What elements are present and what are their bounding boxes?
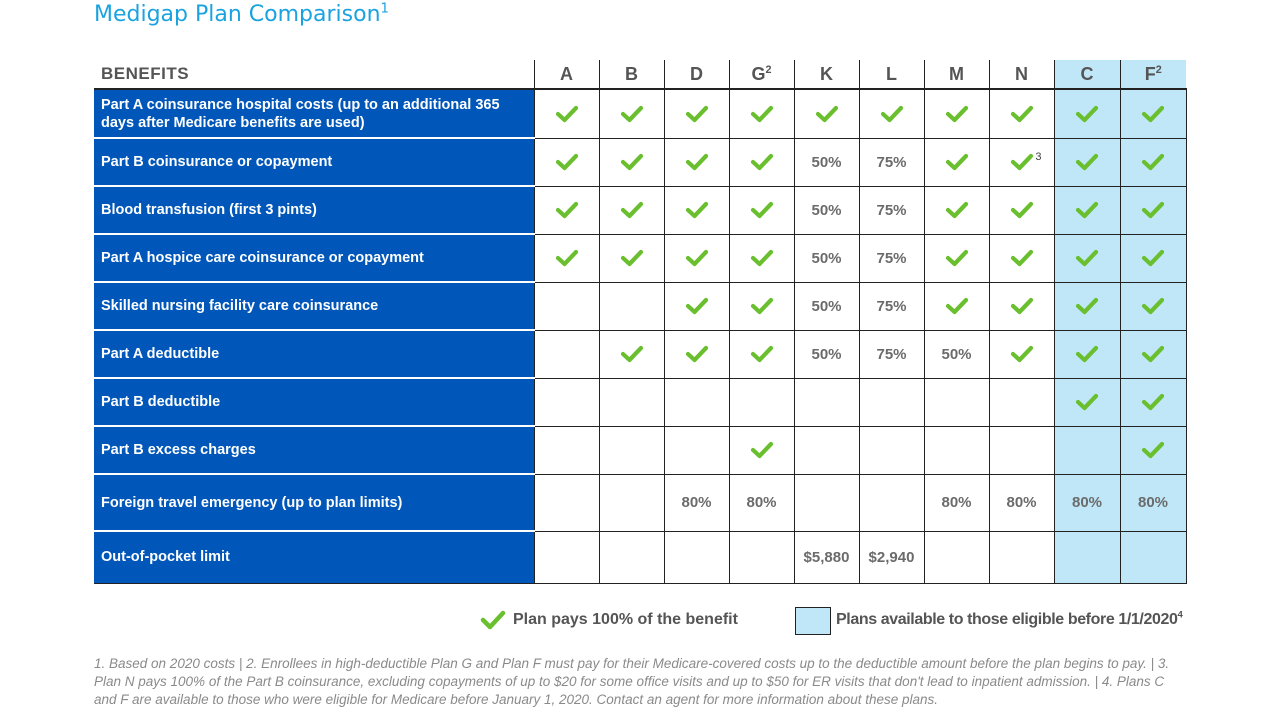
check-icon	[945, 297, 969, 315]
benefit-label: Part B deductible	[94, 378, 534, 426]
plan-cell-k	[794, 186, 859, 234]
check-icon	[945, 201, 969, 219]
check-icon	[1075, 393, 1099, 411]
plan-cell-n	[989, 138, 1054, 186]
plan-cell-g	[729, 186, 794, 234]
check-icon	[1075, 105, 1099, 123]
plan-cell-g	[729, 474, 794, 531]
plan-cell-k	[794, 378, 859, 426]
plan-cell-f	[1120, 282, 1186, 330]
table-row	[94, 138, 1186, 186]
plan-cell-l	[859, 531, 924, 583]
plan-cell-b	[599, 426, 664, 474]
table-row	[94, 426, 1186, 474]
cell-value: 75%	[876, 297, 907, 315]
plan-column-header-l: L	[859, 60, 924, 89]
cell-value: $5,880	[803, 548, 850, 566]
plan-cell-k	[794, 531, 859, 583]
plan-cell-a	[534, 138, 599, 186]
plan-cell-a	[534, 426, 599, 474]
table-row	[94, 186, 1186, 234]
plan-cell-b	[599, 138, 664, 186]
plan-cell-b	[599, 330, 664, 378]
check-icon	[620, 153, 644, 171]
check-icon	[750, 249, 774, 267]
plan-cell-a	[534, 531, 599, 583]
table-row	[94, 378, 1186, 426]
cell-value: $2,940	[868, 548, 915, 566]
check-icon	[750, 441, 774, 459]
check-icon	[555, 249, 579, 267]
plan-cell-c	[1054, 282, 1120, 330]
plan-column-header-n: N	[989, 60, 1054, 89]
plan-cell-d	[664, 138, 729, 186]
plan-cell-m	[924, 89, 989, 138]
plan-cell-c	[1054, 89, 1120, 138]
plan-cell-c	[1054, 426, 1120, 474]
plan-cell-n	[989, 474, 1054, 531]
check-icon	[1141, 297, 1165, 315]
cell-value: 80%	[681, 494, 712, 511]
table-row	[94, 474, 1186, 531]
benefit-label: Part A coinsurance hospital costs (up to an additional 365 days after Medicare benefits are used)	[94, 89, 534, 138]
check-icon	[1010, 153, 1034, 171]
plan-cell-c	[1054, 474, 1120, 531]
check-icon	[880, 105, 904, 123]
plan-cell-f	[1120, 378, 1186, 426]
table-row	[94, 531, 1186, 583]
plan-cell-k	[794, 282, 859, 330]
check-icon	[1141, 345, 1165, 363]
check-icon	[945, 105, 969, 123]
benefit-label: Skilled nursing facility care coinsurance	[94, 282, 534, 330]
check-icon	[1075, 153, 1099, 171]
check-icon	[620, 249, 644, 267]
plan-column-header-a: A	[534, 60, 599, 89]
check-icon	[1141, 393, 1165, 411]
plan-cell-k	[794, 474, 859, 531]
plan-cell-c	[1054, 186, 1120, 234]
legend-highlight-swatch	[795, 607, 831, 635]
table-row	[94, 282, 1186, 330]
check-icon	[945, 153, 969, 171]
plan-cell-c	[1054, 138, 1120, 186]
check-icon	[685, 297, 709, 315]
plan-cell-a	[534, 282, 599, 330]
check-icon	[685, 153, 709, 171]
plan-cell-d	[664, 234, 729, 282]
plan-cell-f	[1120, 138, 1186, 186]
plan-cell-m	[924, 378, 989, 426]
check-icon	[1141, 249, 1165, 267]
plan-column-header-b: B	[599, 60, 664, 89]
plan-cell-g	[729, 426, 794, 474]
check-icon	[1141, 105, 1165, 123]
check-icon	[1010, 249, 1034, 267]
check-icon	[685, 345, 709, 363]
check-icon	[620, 105, 644, 123]
plan-cell-f	[1120, 531, 1186, 583]
plan-cell-m	[924, 474, 989, 531]
check-icon	[555, 153, 579, 171]
check-icon	[750, 345, 774, 363]
plan-cell-a	[534, 330, 599, 378]
cell-value: 50%	[811, 297, 842, 315]
plan-cell-n	[989, 89, 1054, 138]
plan-cell-d	[664, 282, 729, 330]
plan-cell-m	[924, 426, 989, 474]
plan-cell-n	[989, 426, 1054, 474]
benefit-label: Part B excess charges	[94, 426, 534, 474]
plan-cell-l	[859, 474, 924, 531]
cell-value: 50%	[811, 249, 842, 267]
check-icon	[480, 610, 506, 630]
cell-value: 50%	[941, 345, 972, 363]
cell-value: 75%	[876, 153, 907, 171]
plan-cell-l	[859, 282, 924, 330]
check-icon	[620, 345, 644, 363]
plan-cell-g	[729, 330, 794, 378]
footnote-marker: 3	[1035, 150, 1042, 163]
plan-cell-b	[599, 378, 664, 426]
plan-cell-b	[599, 234, 664, 282]
plan-cell-l	[859, 234, 924, 282]
legend-check-label: Plan pays 100% of the benefit	[513, 611, 738, 628]
cell-value: 80%	[746, 494, 777, 511]
check-icon	[945, 249, 969, 267]
check-icon	[750, 105, 774, 123]
plan-cell-g	[729, 234, 794, 282]
check-icon	[555, 201, 579, 219]
cell-value: 50%	[811, 345, 842, 363]
benefit-label: Out-of-pocket limit	[94, 531, 534, 583]
plan-column-header-g: $G^2$	[729, 60, 794, 89]
check-icon	[750, 153, 774, 171]
plan-cell-l	[859, 138, 924, 186]
cell-value: 75%	[876, 201, 907, 219]
plan-cell-b	[599, 531, 664, 583]
legend	[0, 606, 1280, 636]
plan-cell-n	[989, 330, 1054, 378]
plan-cell-m	[924, 531, 989, 583]
plan-cell-m	[924, 138, 989, 186]
cell-value: 80%	[1137, 494, 1169, 511]
plan-cell-b	[599, 282, 664, 330]
plan-cell-f	[1120, 89, 1186, 138]
check-icon	[1075, 201, 1099, 219]
check-icon	[1075, 345, 1099, 363]
cell-value: 80%	[941, 494, 972, 511]
check-icon	[750, 297, 774, 315]
plan-cell-k	[794, 138, 859, 186]
cell-value: 75%	[876, 249, 907, 267]
plan-cell-a	[534, 89, 599, 138]
check-icon	[555, 105, 579, 123]
plan-cell-g	[729, 282, 794, 330]
benefit-label: Part A hospice care coinsurance or copayment	[94, 234, 534, 282]
check-icon	[620, 201, 644, 219]
check-icon	[1075, 297, 1099, 315]
plan-column-header-c: C	[1054, 60, 1120, 89]
plan-column-header-d: D	[664, 60, 729, 89]
plan-cell-c	[1054, 378, 1120, 426]
check-icon	[685, 201, 709, 219]
plan-cell-d	[664, 531, 729, 583]
benefits-column-header: BENEFITS	[94, 60, 534, 89]
plan-cell-n	[989, 186, 1054, 234]
plan-cell-c	[1054, 330, 1120, 378]
plan-cell-c	[1054, 234, 1120, 282]
plan-cell-d	[664, 474, 729, 531]
plan-cell-f	[1120, 234, 1186, 282]
legend-swatch-label: Plans available to those eligible before 1/1/2020$^4$	[836, 609, 1183, 628]
plan-cell-m	[924, 186, 989, 234]
table-row	[94, 330, 1186, 378]
plan-cell-a	[534, 234, 599, 282]
check-icon	[685, 105, 709, 123]
plan-cell-d	[664, 426, 729, 474]
cell-value: 50%	[811, 153, 842, 171]
plan-cell-l	[859, 186, 924, 234]
plan-cell-g	[729, 378, 794, 426]
plan-cell-a	[534, 378, 599, 426]
plan-column-header-k: K	[794, 60, 859, 89]
plan-cell-d	[664, 89, 729, 138]
cell-value: 50%	[811, 201, 842, 219]
plan-cell-n	[989, 282, 1054, 330]
check-icon	[1010, 201, 1034, 219]
plan-cell-k	[794, 426, 859, 474]
check-icon	[750, 201, 774, 219]
check-icon	[1141, 441, 1165, 459]
benefit-label: Part A deductible	[94, 330, 534, 378]
plan-cell-l	[859, 330, 924, 378]
page-title: Medigap Plan Comparison$^1$	[94, 1, 389, 27]
plan-cell-d	[664, 186, 729, 234]
plan-cell-k	[794, 89, 859, 138]
plan-cell-d	[664, 330, 729, 378]
plan-cell-g	[729, 89, 794, 138]
check-icon	[1075, 249, 1099, 267]
plan-cell-b	[599, 474, 664, 531]
plan-cell-l	[859, 378, 924, 426]
benefit-label: Part B coinsurance or copayment	[94, 138, 534, 186]
plan-column-header-m: M	[924, 60, 989, 89]
plan-column-header-f: $F^2$	[1120, 60, 1186, 89]
check-icon	[685, 249, 709, 267]
plan-cell-g	[729, 531, 794, 583]
plan-cell-m	[924, 234, 989, 282]
footnote-text: 1. Based on 2020 costs | 2. Enrollees in high-deductible Plan G and Plan F must pay for their Medicare-covered costs up to the deductible amount before the plan begins to pay. | 3. Plan N pays 100% of the Part B coinsurance, excluding copayments of up to $20 for some office visits and up to $50 for ER visits that don't lead to inpatient admission. | 4. Plans C and F are available to those who were eligible for Medicare before January 1, 2020. Contact an agent for more information about these plans.	[94, 656, 1170, 707]
check-icon	[1141, 153, 1165, 171]
plan-cell-n	[989, 234, 1054, 282]
plan-cell-c	[1054, 531, 1120, 583]
plan-cell-b	[599, 89, 664, 138]
plan-cell-f	[1120, 474, 1186, 531]
check-icon	[1010, 105, 1034, 123]
plan-cell-k	[794, 330, 859, 378]
check-icon	[815, 105, 839, 123]
plan-cell-d	[664, 378, 729, 426]
benefit-label: Foreign travel emergency (up to plan limits)	[94, 474, 534, 531]
plan-cell-g	[729, 138, 794, 186]
check-icon	[1010, 345, 1034, 363]
plan-cell-a	[534, 186, 599, 234]
benefit-label: Blood transfusion (first 3 pints)	[94, 186, 534, 234]
plan-cell-k	[794, 234, 859, 282]
plan-cell-f	[1120, 426, 1186, 474]
plan-cell-n	[989, 378, 1054, 426]
check-icon	[1010, 297, 1034, 315]
plan-cell-l	[859, 426, 924, 474]
table-row	[94, 89, 1186, 138]
plan-cell-b	[599, 186, 664, 234]
cell-value: 80%	[1071, 494, 1103, 511]
plan-cell-f	[1120, 186, 1186, 234]
table-row	[94, 234, 1186, 282]
plan-cell-f	[1120, 330, 1186, 378]
plan-cell-a	[534, 474, 599, 531]
plan-cell-l	[859, 89, 924, 138]
plan-cell-n	[989, 531, 1054, 583]
plan-comparison-table	[94, 60, 1187, 584]
plan-cell-m	[924, 282, 989, 330]
plan-cell-m	[924, 330, 989, 378]
cell-value: 80%	[1006, 494, 1037, 511]
check-icon	[1141, 201, 1165, 219]
cell-value: 75%	[876, 345, 907, 363]
table-header-row	[94, 60, 1186, 89]
